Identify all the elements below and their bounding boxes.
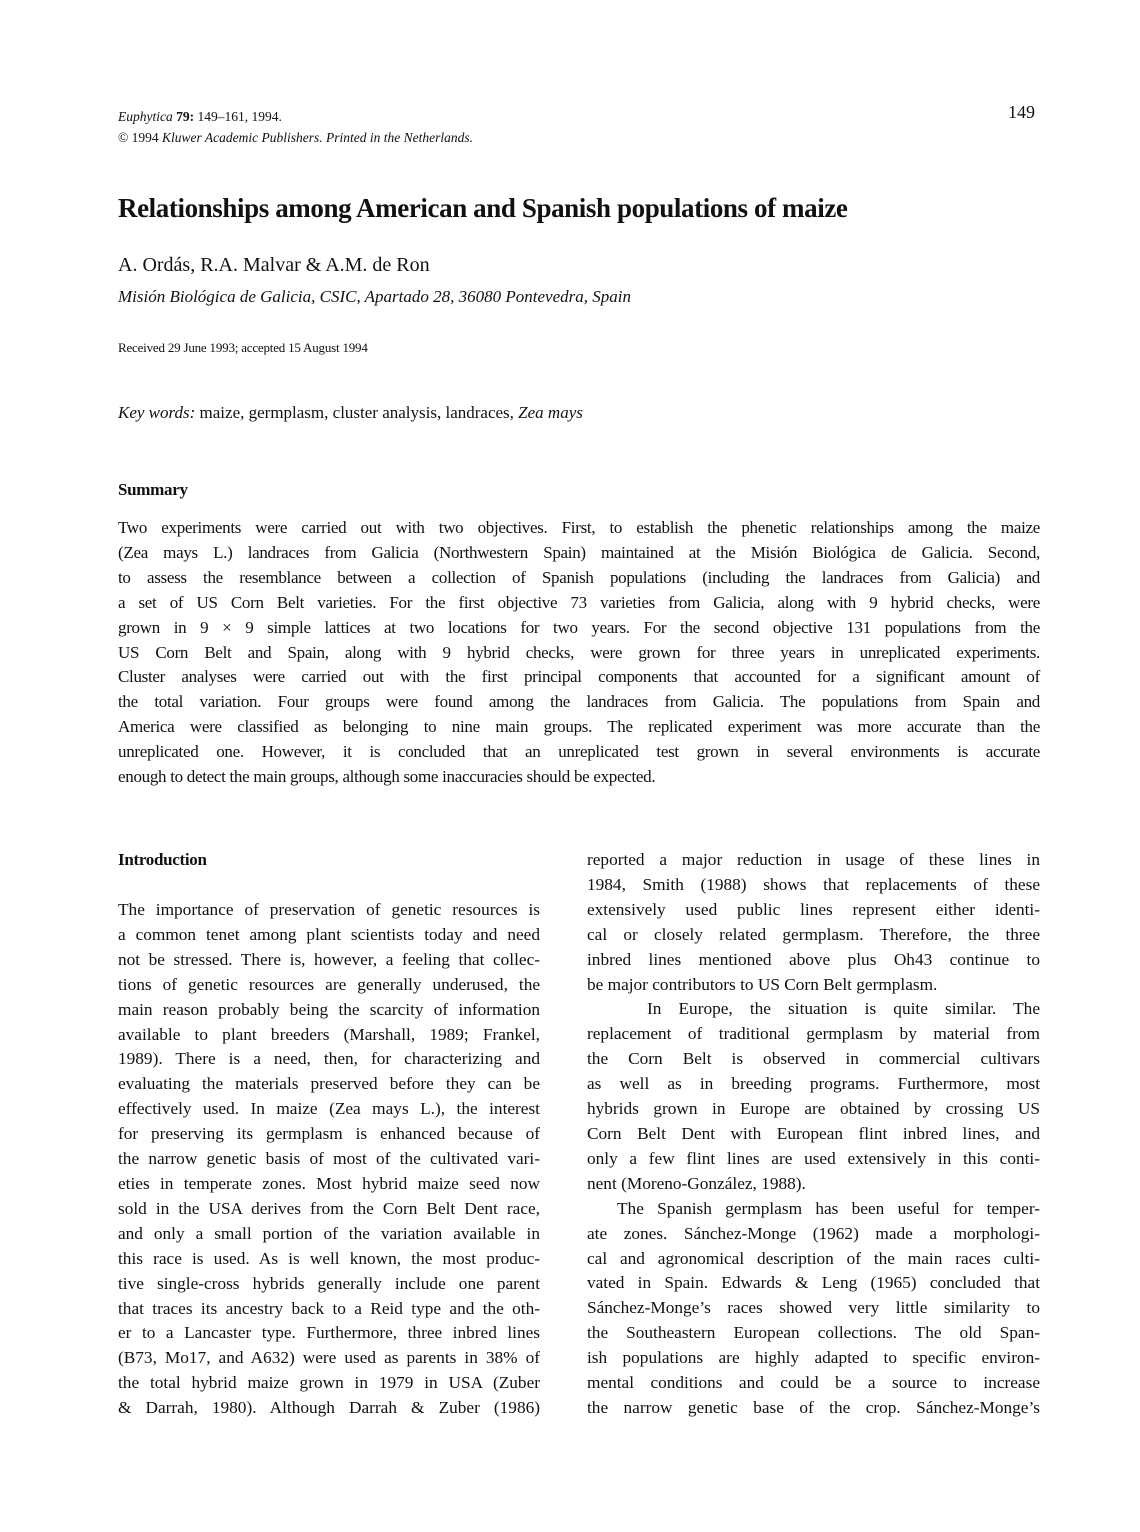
citation-line [118,106,473,127]
body-line: Sánchez-Monge’s races showed very little similarity to [587,1298,1040,1318]
body-line: cal or closely related germplasm. Therefore, the three [587,924,1040,944]
body-line: 1984, Smith (1988) shows that replacements of these [587,874,1040,894]
introduction-heading: Introduction [118,850,207,869]
body-line: tions of genetic resources are generally underused, the [118,974,540,994]
body-line: this race is used. As is well known, the most produc- [118,1248,540,1268]
body-line: eties in temperate zones. Most hybrid maize seed now [118,1173,540,1193]
body-line: mental conditions and could be a source to increase [587,1373,1040,1393]
body-line: available to plant breeders (Marshall, 1989; Frankel, [118,1024,540,1044]
body-line: the narrow genetic base of the crop. Sánchez-Monge’s [587,1397,1040,1417]
journal-name: Euphytica [118,109,173,124]
summary-line: Two experiments were carried out with two objectives. First, to establish the phenetic relationships among the maize [118,518,1040,537]
keywords-text: maize, germplasm, cluster analysis, landraces, [195,403,519,422]
keywords [118,403,583,423]
body-line: cal and agronomical description of the main races culti- [587,1248,1040,1268]
paper-title: Relationships among American and Spanish populations of maize [118,193,848,223]
summary-line: unreplicated one. However, it is concluded that an unreplicated test grown in several environments is accurate [118,742,1040,762]
journal-header [118,106,473,148]
body-line: The importance of preservation of genetic resources is [118,900,540,919]
body-line: as well as in breeding programs. Furthermore, most [587,1074,1040,1094]
summary-line: Cluster analyses were carried out with the first principal components that accounted for a significant amount of [118,667,1040,687]
printed-location: Printed in the Netherlands. [326,130,473,145]
body-line: that traces its ancestry back to a Reid type and the oth- [118,1298,540,1318]
body-line: tive single-cross hybrids generally include one parent [118,1273,540,1293]
body-line: main reason probably being the scarcity of information [118,999,540,1019]
body-line: 1989). There is a need, then, for characterizing and [118,1049,540,1069]
body-line: the narrow genetic basis of most of the cultivated vari- [118,1149,540,1169]
summary-line: (Zea mays L.) landraces from Galicia (Northwestern Spain) maintained at the Misión Biológica de Galicia. Second, [118,542,1040,562]
summary-line: a set of US Corn Belt varieties. For the first objective 73 varieties from Galicia, along with 9 hybrid checks, were [118,592,1040,612]
summary-line: enough to detect the main groups, although some inaccuracies should be expected. [118,767,656,787]
summary-line: the total variation. Four groups were found among the landraces from Galicia. The populations from Spain and [118,692,1040,712]
body-line: for preserving its germplasm is enhanced because of [118,1124,540,1144]
copyright-year: 1994 [131,130,159,145]
body-line: hybrids grown in Europe are obtained by crossing US [587,1099,1040,1119]
summary-body [118,516,1040,790]
body-line: effectively used. In maize (Zea mays L.), the interest [118,1099,540,1119]
body-line: replacement of traditional germplasm by material from [587,1024,1040,1044]
summary-line: America were classified as belonging to nine main groups. The replicated experiment was more accurate than the [118,717,1040,737]
body-line: ish populations are highly adapted to specific environ- [587,1348,1040,1368]
keywords-label: Key words: [118,403,196,422]
body-line: Corn Belt Dent with European flint inbred lines, and [587,1123,1040,1143]
body-line: ate zones. Sánchez-Monge (1962) made a morphologi- [587,1223,1040,1243]
page-number: 149 [1008,102,1035,122]
body-line: evaluating the materials preserved before they can be [118,1074,540,1094]
summary-line: US Corn Belt and Spain, along with 9 hybrid checks, were grown for three years in unreplicated experiments. [118,642,1040,662]
body-line: In Europe, the situation is quite similar. The [647,999,1040,1019]
copyright-line [118,127,473,148]
copyright-icon: © [118,130,129,145]
body-line: the Corn Belt is observed in commercial cultivars [587,1049,1040,1069]
body-line: the total hybrid maize grown in 1979 in USA (Zuber [118,1373,540,1393]
body-line: the Southeastern European collections. The old Span- [587,1323,1040,1343]
intro-left-column [118,898,540,1421]
body-line: extensively used public lines represent either identi- [587,899,1040,919]
body-line: & Darrah, 1980). Although Darrah & Zuber (1986) [118,1398,540,1418]
body-line: The Spanish germplasm has been useful for temper- [617,1198,1040,1218]
journal-pages-year: 149–161, 1994. [197,109,282,124]
body-line: nent (Moreno-González, 1988). [587,1173,806,1193]
summary-heading: Summary [118,480,188,499]
body-line: sold in the USA derives from the Corn Belt Dent race, [118,1198,540,1218]
body-line: vated in Spain. Edwards & Leng (1965) concluded that [587,1273,1040,1293]
summary-line: to assess the resemblance between a collection of Spanish populations (including the landraces from Galicia) and [118,567,1040,587]
body-line: and only a small portion of the variation available in [118,1223,540,1243]
intro-right-column [587,848,1040,1421]
body-line: reported a major reduction in usage of these lines in [587,850,1040,869]
keywords-italic: Zea mays [518,403,583,422]
body-line: a common tenet among plant scientists today and need [118,924,540,944]
publisher: Kluwer Academic Publishers. [162,130,323,145]
received-dates: Received 29 June 1993; accepted 15 August 1994 [118,340,368,355]
summary-line: grown in 9 × 9 simple lattices at two locations for two years. For the second objective 131 populations from the [118,617,1040,637]
paper-affiliation: Misión Biológica de Galicia, CSIC, Apartado 28, 36080 Pontevedra, Spain [118,287,631,306]
body-line: only a few flint lines are used extensively in this conti- [587,1148,1040,1168]
paper-authors: A. Ordás, R.A. Malvar & A.M. de Ron [118,254,430,276]
body-line: (B73, Mo17, and A632) were used as parents in 38% of [118,1348,540,1368]
body-line: er to a Lancaster type. Furthermore, three inbred lines [118,1323,540,1343]
body-line: not be stressed. There is, however, a feeling that collec- [118,949,540,969]
body-line: inbred lines mentioned above plus Oh43 continue to [587,949,1040,969]
journal-volume: 79: [176,109,195,124]
body-line: be major contributors to US Corn Belt germplasm. [587,974,938,994]
